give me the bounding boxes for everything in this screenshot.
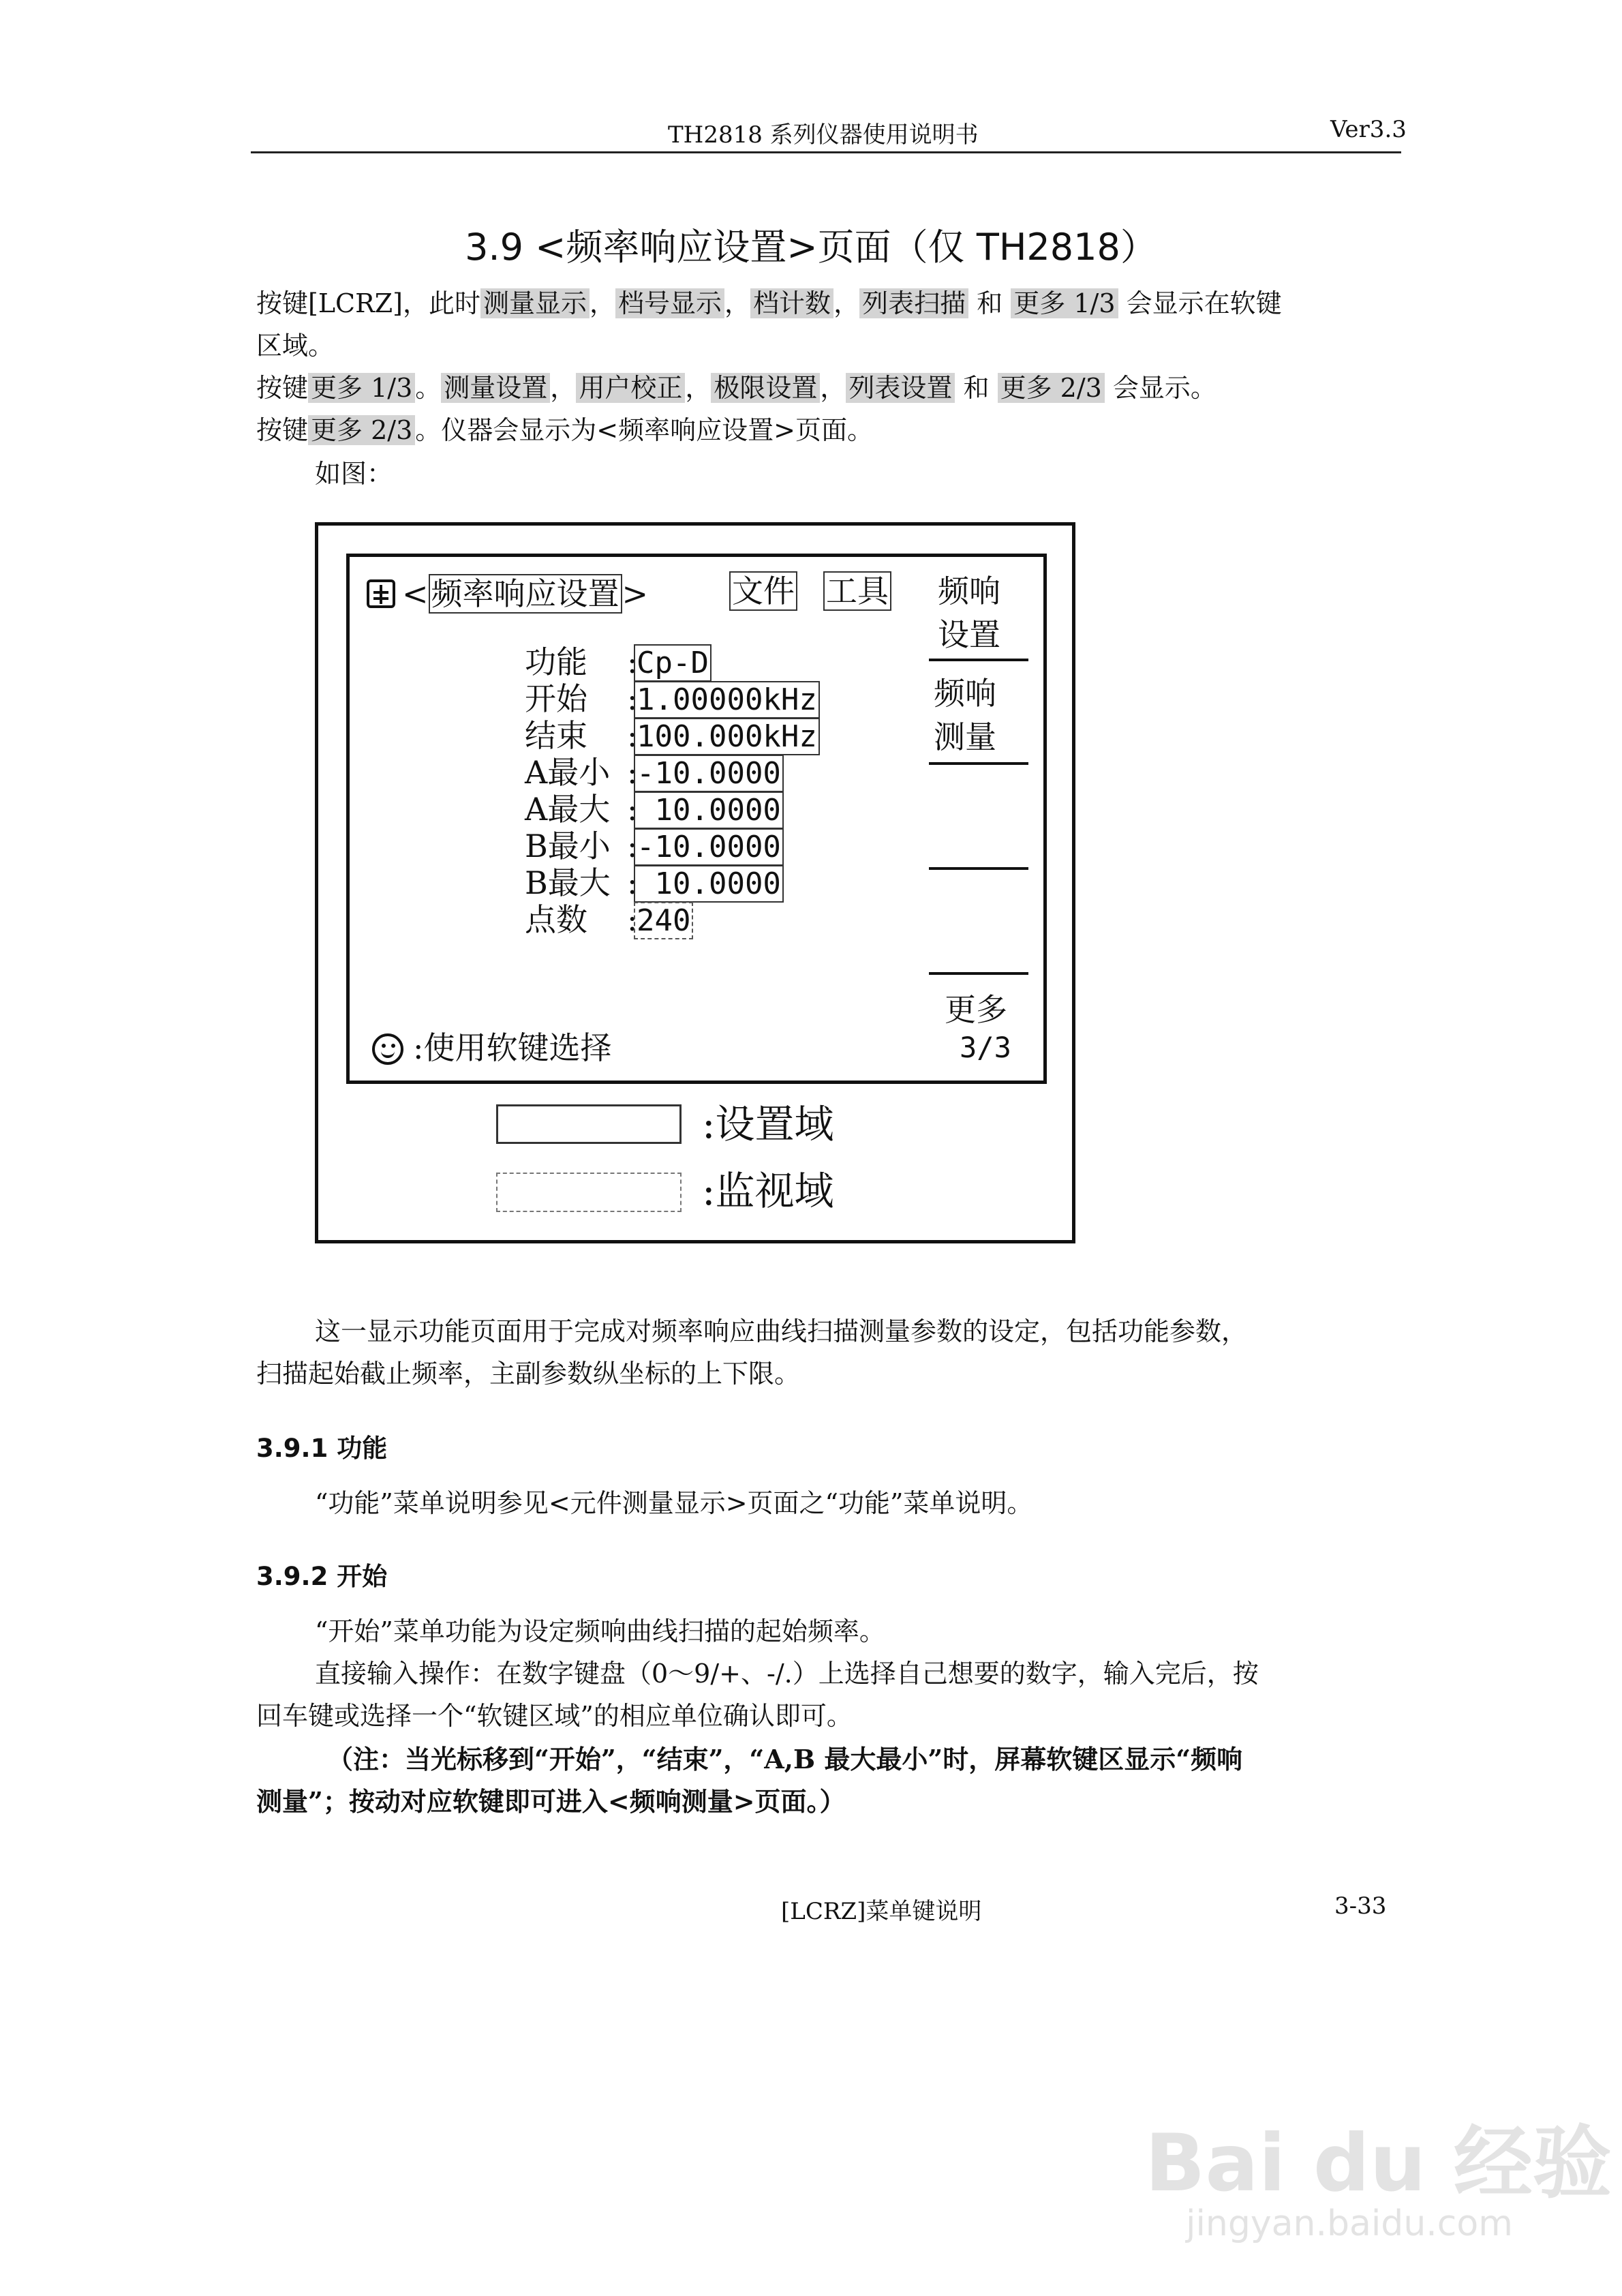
softkey-divider — [929, 659, 1028, 661]
note-line1: （注：当光标移到“开始”，“结束”，“A,B 最大最小”时，屏幕软键区显示“频响 — [327, 1744, 1243, 1774]
legend-set-area-box — [496, 1104, 682, 1144]
key-limit-setup: 极限设置 — [711, 373, 820, 403]
text: 和 — [968, 288, 1011, 318]
softkey-more-line2[interactable]: 3/3 — [960, 1031, 1011, 1064]
text: 。仪器会显示为<频率响应设置>页面。 — [415, 415, 873, 445]
intro-line-1 — [256, 282, 1282, 324]
section-title: 3.9 <频率响应设置>页面（仅 TH2818） — [465, 226, 1157, 269]
text: 会显示在软键 — [1118, 288, 1282, 318]
key-list-sweep: 列表扫描 — [859, 288, 968, 318]
legend-set-area-label: :设置域 — [702, 1101, 834, 1147]
text: 按键 — [256, 415, 309, 445]
field-start-value[interactable]: 1.00000kHz — [634, 681, 820, 719]
softkey-divider — [929, 972, 1028, 975]
field-function-value[interactable]: Cp-D — [634, 644, 711, 682]
field-stop-value[interactable]: 100.000kHz — [634, 718, 820, 755]
body-paragraph-3: “开始”菜单功能为设定频响曲线扫描的起始频率。 — [315, 1616, 885, 1646]
key-more-2-3: 更多 2/3 — [308, 415, 415, 445]
colon: : — [627, 680, 638, 717]
angle-left: < — [402, 575, 429, 612]
softkey-freq-measure-line1[interactable]: 频响 — [934, 675, 996, 712]
colon: : — [627, 828, 638, 864]
legend-monitor-area-label: :监视域 — [702, 1168, 834, 1214]
softkey-freq-setup-line1[interactable]: 频响 — [938, 573, 1000, 609]
key-bin-no-display: 档号显示 — [615, 288, 724, 318]
colon: : — [627, 717, 638, 754]
baidu-watermark-logo: Bai du 经验 — [1145, 2117, 1612, 2209]
field-label-function: 功能 — [525, 644, 587, 680]
page-title: 频率响应设置 — [429, 574, 622, 614]
field-label-start: 开始 — [525, 680, 587, 717]
body-paragraph-4-line2: 回车键或选择一个“软键区域”的相应单位确认即可。 — [256, 1701, 853, 1731]
field-a-min-value[interactable]: -10.0000 — [634, 755, 784, 792]
baidu-watermark-url: jingyan.baidu.com — [1186, 2203, 1513, 2244]
text: ， — [550, 373, 577, 403]
heading-3-9-2: 3.9.2 开始 — [256, 1562, 388, 1591]
field-points-value[interactable]: 240 — [634, 902, 693, 939]
running-header-version: Ver3.3 — [1330, 116, 1407, 143]
field-label-stop: 结束 — [525, 717, 587, 754]
footer-section: [LCRZ]菜单键说明 — [781, 1898, 982, 1925]
key-measure-setup: 测量设置 — [441, 373, 550, 403]
text: 按键 — [256, 373, 309, 403]
field-label-points: 点数 — [525, 901, 587, 938]
text: ， — [724, 288, 751, 318]
tab-file[interactable]: 文件 — [729, 571, 797, 611]
page-title-row — [402, 575, 648, 612]
text: ， — [833, 288, 860, 318]
text: 会显示。 — [1104, 373, 1216, 403]
colon: : — [627, 901, 638, 938]
text: 。 — [415, 373, 442, 403]
field-a-max-value[interactable]: 10.0000 — [634, 791, 784, 829]
header-rule — [251, 151, 1401, 153]
colon: : — [627, 791, 638, 828]
status-hint: :使用软键选择 — [413, 1029, 612, 1066]
key-list-setup: 列表设置 — [846, 373, 955, 403]
text: ， — [820, 373, 846, 403]
text: ， — [685, 373, 711, 403]
body-paragraph-1-line2: 扫描起始截止频率，主副参数纵坐标的上下限。 — [256, 1359, 801, 1389]
text: 和 — [955, 373, 998, 403]
intro-line-2: 区域。 — [256, 331, 335, 361]
note-line2: 测量”；按动对应软键即可进入<频响测量>页面。） — [256, 1786, 846, 1817]
footer-page-number: 3-33 — [1334, 1892, 1387, 1920]
heading-3-9-1: 3.9.1 功能 — [256, 1434, 388, 1463]
key-bin-count: 档计数 — [750, 288, 833, 318]
field-label-b-max: B最大 — [525, 864, 611, 901]
softkey-freq-setup-line2[interactable]: 设置 — [938, 616, 1000, 653]
key-more-2-3: 更多 2/3 — [998, 373, 1105, 403]
field-b-min-value[interactable]: -10.0000 — [634, 828, 784, 866]
smiley-icon — [372, 1033, 403, 1065]
colon: : — [627, 864, 638, 901]
tab-tools[interactable]: 工具 — [823, 571, 891, 611]
text: ， — [590, 288, 616, 318]
text: 按键[LCRZ]，此时 — [256, 288, 480, 318]
angle-right: > — [622, 575, 649, 612]
field-label-a-min: A最小 — [525, 754, 611, 791]
colon: : — [627, 754, 638, 791]
key-user-correction: 用户校正 — [576, 373, 685, 403]
field-b-max-value[interactable]: 10.0000 — [634, 865, 784, 903]
key-more-1-3: 更多 1/3 — [1011, 288, 1118, 318]
softkey-more-line1[interactable]: 更多 — [945, 991, 1007, 1028]
field-label-b-min: B最小 — [525, 828, 611, 864]
running-header-title: TH2818 系列仪器使用说明书 — [668, 121, 979, 149]
softkey-divider — [929, 762, 1028, 765]
key-measure-display: 测量显示 — [480, 288, 590, 318]
field-label-a-max: A最大 — [525, 791, 611, 828]
softkey-freq-measure-line2[interactable]: 测量 — [934, 719, 996, 755]
legend-monitor-area-box — [496, 1173, 682, 1212]
colon: : — [627, 644, 638, 680]
body-paragraph-4-line1: 直接输入操作：在数字键盘（0～9/+、-/.）上选择自己想要的数字，输入完后，按 — [315, 1659, 1259, 1689]
intro-line-3 — [256, 367, 1216, 409]
intro-line-5: 如图： — [315, 459, 393, 489]
body-paragraph-2: “功能”菜单说明参见<元件测量显示>页面之“功能”菜单说明。 — [315, 1488, 1033, 1518]
body-paragraph-1-line1: 这一显示功能页面用于完成对频率响应曲线扫描测量参数的设定，包括功能参数， — [315, 1316, 1248, 1346]
key-more-1-3: 更多 1/3 — [308, 373, 415, 403]
intro-line-4 — [256, 409, 873, 451]
page-icon — [367, 579, 395, 608]
softkey-divider — [929, 867, 1028, 870]
